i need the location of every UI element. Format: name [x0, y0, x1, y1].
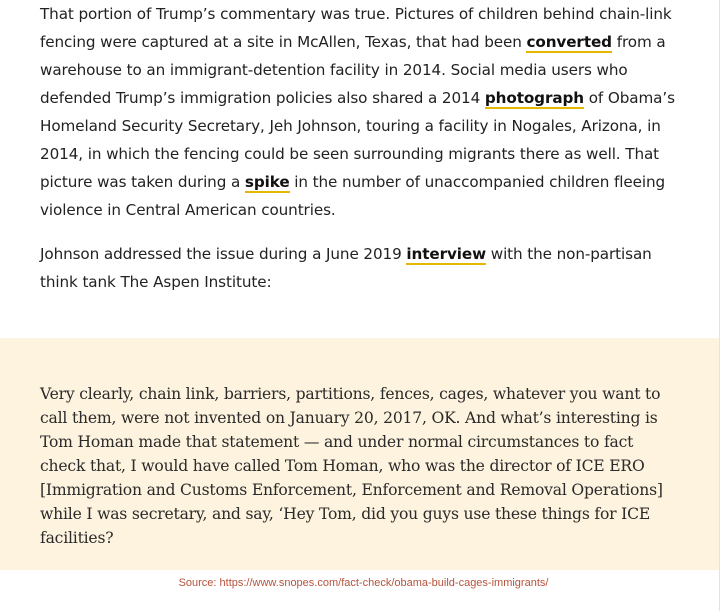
article-body [40, 0, 680, 296]
article-paragraph [40, 240, 680, 296]
article-paragraph [40, 0, 680, 224]
converted-link[interactable]: converted [526, 33, 612, 51]
blockquote [0, 338, 719, 570]
column-divider [719, 0, 720, 611]
paragraph-text: in the number of unaccompanied children fleeing violence in Central American countries. [40, 173, 666, 219]
interview-link[interactable]: interview [406, 245, 487, 263]
paragraph-text: That portion of Trump’s commentary was true. Pictures of children behind chain-link fencing were captured at a site in McAllen, Texas, that had been [40, 5, 672, 51]
source-caption: Source: https://www.snopes.com/fact-check/obama-build-cages-immigrants/ [178, 577, 549, 589]
photograph-link[interactable]: photograph [484, 89, 584, 107]
paragraph-text: with the non-partisan think tank The Aspen Institute: [40, 245, 652, 291]
paragraph-text: Johnson addressed the issue during a June 2019 [40, 245, 407, 263]
spike-link[interactable]: spike [244, 173, 290, 191]
blockquote-text: Very clearly, chain link, barriers, partitions, fences, cages, whatever you want to call them, were not invented on January 20, 2017, OK. And what’s interesting is Tom Homan made that statement — and under normal circumstances to fact check that, I would have called Tom Homan, who was the director of ICE ERO [Immigration and Customs Enforcement, Enforcement and Removal Operations] while I was secretary, and say, ‘Hey Tom, did you guys use these things for ICE facilities? [40, 385, 663, 547]
paragraph-text: from a warehouse to an immigrant-detention facility in 2014. Social media users who defended Trump’s immigration policies also shared a 2014 [40, 33, 666, 107]
paragraph-text: of Obama’s Homeland Security Secretary, Jeh Johnson, touring a facility in Nogales, Arizona, in 2014, in which the fencing could be seen surrounding migrants there as well. That picture was taken during a [40, 89, 675, 191]
